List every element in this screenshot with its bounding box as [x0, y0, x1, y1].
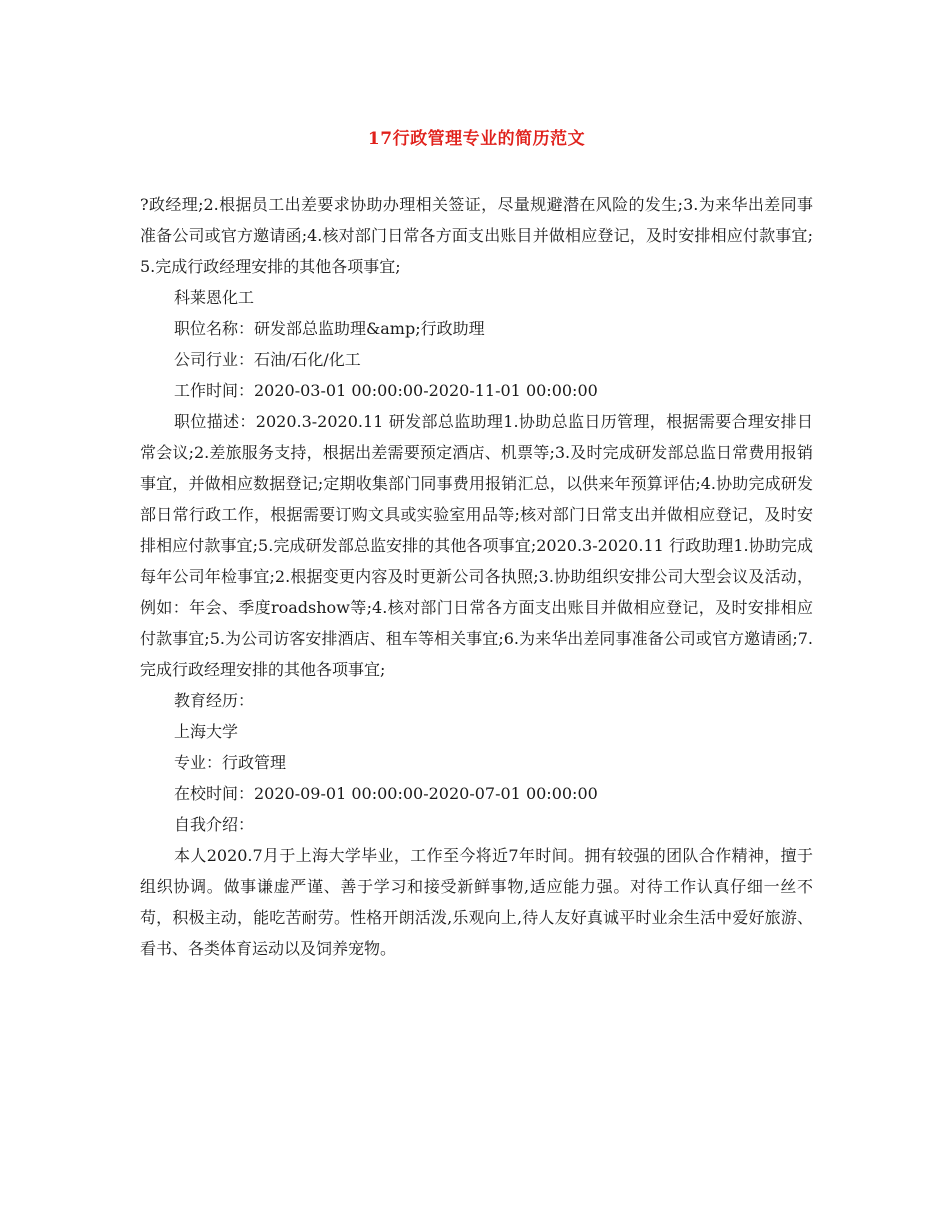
- document-body: [140, 189, 813, 964]
- major: 专业：行政管理: [174, 753, 287, 772]
- job-description: 职位描述：2020.3-2020.11 研发部总监助理1.协助总监日历管理，根据需要合理安排日常会议;2.差旅服务支持，根据出差需要预定酒店、机票等;3.及时完成研发部总监日常费用报销事宜，并做相应数据登记;定期收集部门同事费用报销汇总，以供来年预算评估;4.协助完成研发部日常行政工作，根据需要订购文具或实验室用品等;核对部门日常支出并做相应登记，及时安排相应付款事宜;5.完成研发部总监安排的其他各项事宜;2020.3-2020.11 行政助理1.协助完成每年公司年检事宜;2.根据变更内容及时更新公司各执照;3.协助组织安排公司大型会议及活动，例如：年会、季度roadshow等;4.核对部门日常各方面支出账目并做相应登记，及时安排相应付款事宜;5.为公司访客安排酒店、租车等相关事宜;6.为来华出差同事准备公司或官方邀请函;7.完成行政经理安排的其他各项事宜;: [140, 412, 813, 679]
- work-period: 工作时间：2020-03-01 00:00:00-2020-11-01 00:00:00: [174, 381, 598, 400]
- document-title: 17行政管理专业的简历范文: [367, 129, 586, 149]
- company-name: 科莱恩化工: [174, 288, 255, 307]
- education-heading: 教育经历：: [174, 691, 255, 710]
- paragraph: ?政经理;2.根据员工出差要求协助办理相关签证，尽量规避潜在风险的发生;3.为来华出差同事准备公司或官方邀请函;4.核对部门日常各方面支出账目并做相应登记，及时安排相应付款事宜;5.完成行政经理安排的其他各项事宜;: [140, 195, 813, 276]
- position-title: 职位名称：研发部总监助理&amp;行政助理: [174, 319, 485, 338]
- company-industry: 公司行业：石油/石化/化工: [174, 350, 361, 369]
- self-intro-heading: 自我介绍：: [174, 815, 255, 834]
- school-period: 在校时间：2020-09-01 00:00:00-2020-07-01 00:00:00: [174, 784, 598, 803]
- self-intro-text: 本人2020.7月于上海大学毕业，工作至今将近7年时间。拥有较强的团队合作精神，擅于组织协调。做事谦虚严谨、善于学习和接受新鲜事物,适应能力强。对待工作认真仔细一丝不苟，积极主动，能吃苦耐劳。性格开朗活泼,乐观向上,待人友好真诚平时业余生活中爱好旅游、看书、各类体育运动以及饲养宠物。: [140, 846, 813, 958]
- school-name: 上海大学: [174, 722, 239, 741]
